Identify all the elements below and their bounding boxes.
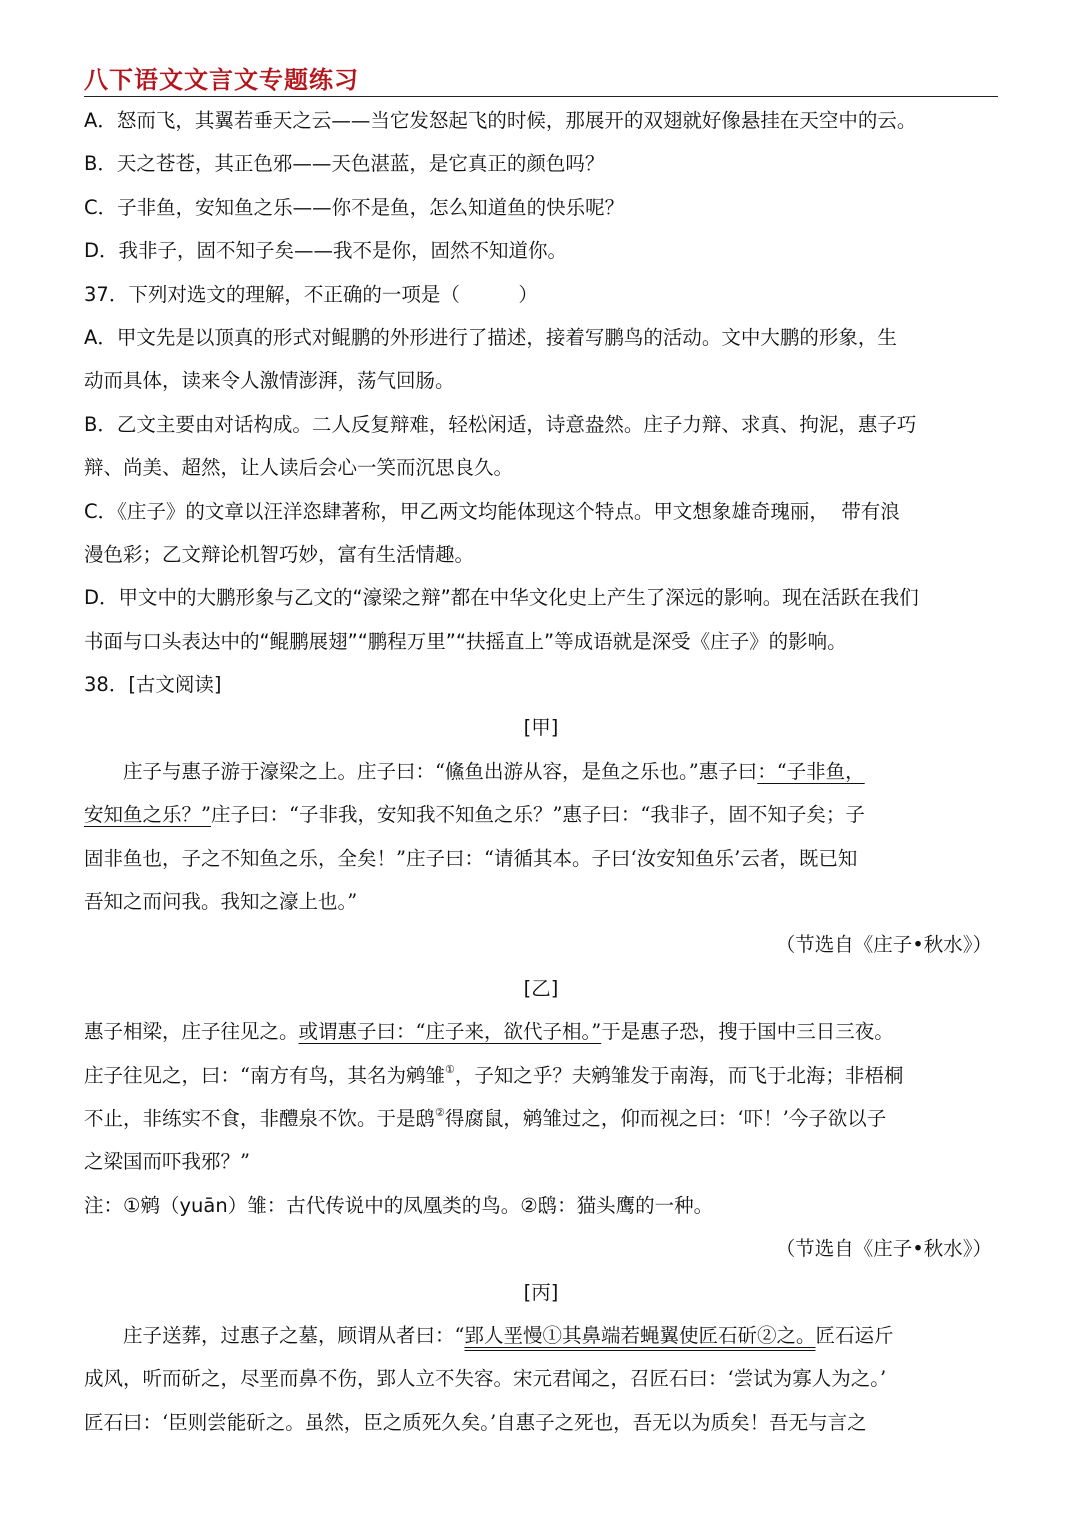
passage-yi-note: 注：①鹓（yuān）雏：古代传说中的凤凰类的鸟。②鸱：猫头鹰的一种。 <box>84 1193 714 1217</box>
option-d-37-line1: D．甲文中的大鹏形象与乙文的“濠梁之辩”都在中华文化史上产生了深远的影响。现在活跃在我们 <box>84 586 919 610</box>
underlined-sentence: 或谓惠子曰：“庄子来，欲代子相。” <box>298 1020 602 1044</box>
footnote-marker: ② <box>435 1105 445 1119</box>
passage-bing-text: 庄子送葬，过惠子之墓，顾谓从者曰：“ <box>123 1323 465 1347</box>
passage-yi-line2 <box>84 1054 998 1097</box>
passage-yi-text: 于是惠子恐，搜于国中三日三夜。 <box>601 1020 894 1044</box>
passage-yi-source: （节选自《庄子•秋水》） <box>775 1237 992 1261</box>
passage-jia-line1 <box>84 750 998 793</box>
option-a-37-line2: 动而具体，读来令人激情澎湃，荡气回肠。 <box>84 369 455 393</box>
underlined-sentence: ：“子非鱼， <box>757 759 865 783</box>
question-37-stem: 37．下列对选文的理解，不正确的一项是（ ） <box>84 282 538 306</box>
passage-jia-label: [甲] <box>523 716 559 740</box>
underlined-sentence: 安知鱼之乐？” <box>84 803 211 827</box>
option-b-37-line2: 辩、尚美、超然，让人读后会心一笑而沉思良久。 <box>84 456 514 480</box>
passage-yi-line1 <box>84 1010 998 1053</box>
option-a-36: A．怒而飞，其翼若垂天之云——当它发怒起飞的时候，那展开的双翅就好像悬挂在天空中的云。 <box>84 109 917 132</box>
passage-yi-text: 惠子相梁，庄子往见之。 <box>84 1020 299 1044</box>
passage-yi-label: [乙] <box>523 976 559 1000</box>
option-c-36: C．子非鱼，安知鱼之乐——你不是鱼，怎么知道鱼的快乐呢？ <box>84 195 625 219</box>
option-b-37-line1: B．乙文主要由对话构成。二人反复辩难，轻松闲适，诗意盎然。庄子力辩、求真、拘泥，惠子巧 <box>84 412 917 436</box>
passage-yi-line4: 之梁国而吓我邪？” <box>84 1150 250 1174</box>
option-d-37-line2: 书面与口头表达中的“鲲鹏展翅”“鹏程万里”“扶摇直上”等成语就是深受《庄子》的影响。 <box>84 629 847 653</box>
passage-bing-line2: 成风，听而斫之，尽垩而鼻不伤，郢人立不失容。宋元君闻之，召匠石曰：‘尝试为寡人为之。’ <box>84 1367 887 1391</box>
passage-bing-label: [丙] <box>523 1280 559 1304</box>
header-divider <box>84 96 998 97</box>
passage-yi-text: 不止，非练实不食，非醴泉不饮。于是鸱 <box>84 1106 436 1130</box>
passage-jia-line3: 固非鱼也，子之不知鱼之乐，全矣！”庄子曰：“请循其本。子曰‘汝安知鱼乐’云者，既已知 <box>84 846 858 870</box>
footnote-marker: ① <box>444 1062 455 1076</box>
passage-yi-text: ，子知之乎？夫鹓雏发于南海，而飞于北海；非梧桐 <box>454 1063 904 1087</box>
option-a-37-line1: A．甲文先是以顶真的形式对鲲鹏的外形进行了描述，接着写鹏鸟的活动。文中大鹏的形象，生 <box>84 325 897 349</box>
option-b-36: B．天之苍苍，其正色邪——天色湛蓝，是它真正的颜色吗？ <box>84 152 605 176</box>
worksheet-content <box>84 99 998 1444</box>
passage-jia-line4: 吾知之而问我。我知之濠上也。” <box>84 890 358 914</box>
passage-yi-line3 <box>84 1097 998 1140</box>
passage-jia-text: 庄子与惠子游于濠梁之上。庄子曰：“鯈鱼出游从容，是鱼之乐也。”惠子曰 <box>123 759 758 783</box>
passage-yi-text: 得腐鼠，鹓雏过之，仰而视之曰：‘吓！’今子欲以子 <box>444 1106 887 1130</box>
underlined-sentence: 郢人垩慢①其鼻端若蝇翼使匠石斫②之。 <box>464 1323 816 1347</box>
passage-bing-line1 <box>84 1314 998 1357</box>
page-header-title: 八下语文文言文专题练习 <box>84 66 359 94</box>
option-d-36: D．我非子，固不知子矣——我不是你，固然不知道你。 <box>84 239 568 263</box>
option-c-37-line1: C．《庄子》的文章以汪洋恣肆著称，甲乙两文均能体现这个特点。甲文想象雄奇瑰丽， 带有浪 <box>84 499 900 523</box>
option-c-37-line2: 漫色彩；乙文辩论机智巧妙，富有生活情趣。 <box>84 542 475 566</box>
passage-jia-line2 <box>84 793 998 836</box>
question-38-stem: 38．[古文阅读] <box>84 673 222 697</box>
passage-yi-text: 庄子往见之，曰：“南方有鸟，其名为鹓雏 <box>84 1063 445 1087</box>
passage-jia-source: （节选自《庄子•秋水》） <box>775 933 992 957</box>
passage-bing-text: 匠石运斤 <box>815 1323 894 1347</box>
passage-bing-line3: 匠石曰：‘臣则尝能斫之。虽然，臣之质死久矣。’自惠子之死也，吾无以为质矣！吾无与言之 <box>84 1410 867 1434</box>
passage-jia-text: 庄子曰：“子非我，安知我不知鱼之乐？”惠子曰：“我非子，固不知子矣；子 <box>210 803 865 827</box>
